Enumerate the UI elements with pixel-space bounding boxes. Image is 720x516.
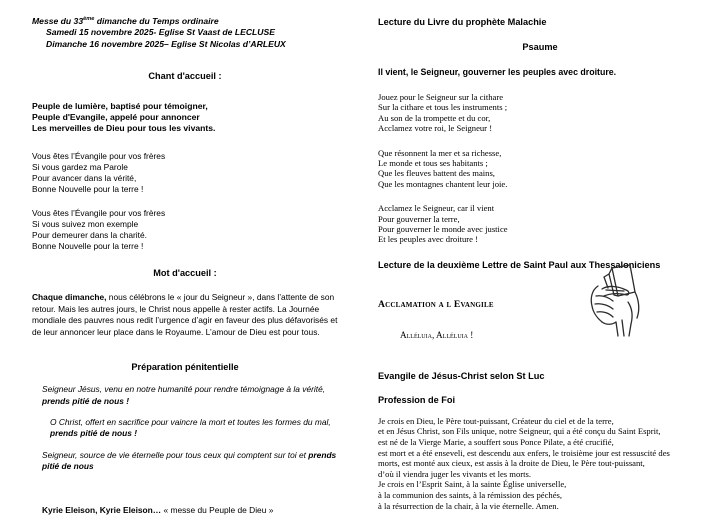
verse-line: Pour avancer dans la vérité, (32, 173, 137, 184)
refrain-line: Les merveilles de Dieu pour tous les vivants. (32, 123, 216, 134)
refrain-line: Peuple de lumière, baptisé pour témoigner, (32, 100, 208, 111)
psalm-line: Sur la cithare et tous les instruments ; (378, 102, 508, 113)
header-ordinal-suffix: ème (83, 16, 95, 22)
section-title-mot-accueil: Mot d'accueil : (153, 268, 217, 279)
creed-text (378, 416, 702, 511)
penitentielle-response: prends pitié de nous (42, 449, 337, 472)
penitentielle-response: prends pitié de nous ! (42, 395, 130, 406)
kyrie-mass-setting: « messe du Peuple de Dieu » (163, 504, 274, 515)
creed-line: est né de la Vierge Marie, a souffert sous Ponce Pilate, a été crucifié, (378, 437, 614, 448)
psalm-line: Acclamez le Seigneur, car il vient (378, 203, 495, 214)
right-column (360, 0, 720, 509)
section-title-psaume: Psaume (522, 42, 558, 52)
left-column (0, 0, 360, 515)
header-line-sunday: Dimanche 16 novembre 2025– Eglise St Nicolas d’ARLEUX (46, 39, 286, 50)
mot-accueil-body: nous célébrons le « jour du Seigneur », dans l’attente de son retour. Mais les autres jours, le Christ nous appelle à rester actifs. La Journée mondiale des pauvres nous redit l’urgence d’agir en faveur des plus défavorisés et de leur annoncer leur place dans le Royaume. L’amour de Dieu est pour tous. (32, 292, 338, 337)
section-title-preparation-penitentielle: Préparation pénitentielle (131, 362, 239, 373)
psalm-strophe-1 (378, 92, 702, 134)
creed-line: à la communion des saints, à la rémission des péchés, (378, 490, 563, 501)
psalm-line: Que résonnent la mer et sa richesse, (378, 147, 502, 158)
chant-verse-2 (32, 208, 338, 253)
kyrie-line (32, 505, 338, 516)
psalm-line: Et les peuples avec droiture ! (378, 234, 478, 245)
verse-line: Pour demeurer dans la charité. (32, 230, 147, 241)
psalm-strophe-3 (378, 203, 702, 245)
section-title-acclamation: Acclamation a l Evangile (378, 298, 494, 310)
mot-accueil-lead: Chaque dimanche, (32, 292, 107, 303)
penitentielle-invocation-2: O Christ, offert en sacrifice pour vaincre la mort et toutes les formes du mal, prends pitié de nous ! (50, 416, 331, 439)
creed-line: est mort et a été enseveli, est descendu aux enfers, le troisième jour est ressuscité des (378, 447, 670, 458)
penitentielle-invocation-1: Seigneur Jésus, venu en notre humanité pour rendre témoignage à la vérité, prends pitié de nous ! (42, 384, 326, 406)
hand-holding-book-illustration (578, 262, 654, 348)
header-line-saturday: Samedi 15 novembre 2025- Eglise St Vaast de LECLUSE (46, 27, 275, 38)
mass-header (32, 14, 338, 51)
psalm-line: Que les montagnes chantent leur joie. (378, 178, 508, 189)
creed-line: Je crois en Dieu, le Père tout-puissant, Créateur du ciel et de la terre, (378, 415, 614, 426)
creed-line: Je crois en l’Esprit Saint, à la sainte Église universelle, (378, 479, 567, 490)
creed-line: morts, est monté aux cieux, est assis à la droite de Dieu, le Père tout-puissant, (378, 458, 645, 469)
mot-accueil-paragraph (32, 292, 338, 338)
creed-line: à la résurrection de la chair, à la vie éternelle. Amen. (378, 500, 559, 511)
creed-line: d’où il viendra juger les vivants et les morts. (378, 468, 531, 479)
psalm-strophe-2 (378, 148, 702, 190)
verse-line: Si vous gardez ma Parole (32, 162, 128, 173)
section-title-first-reading: Lecture du Livre du prophète Malachie (378, 17, 547, 27)
psalm-antiphon: Il vient, le Seigneur, gouverner les peuples avec droiture. (378, 67, 617, 77)
psalm-line: Pour gouverner le monde avec justice (378, 224, 508, 235)
psalm-line: Le monde et tous ses habitants ; (378, 158, 488, 169)
penitentielle-response: prends pitié de nous ! (50, 428, 138, 439)
section-title-gospel: Evangile de Jésus-Christ selon St Luc (378, 370, 545, 381)
verse-line: Vous êtes l’Évangile pour vos frères (32, 150, 166, 161)
kyrie-bold-text: Kyrie Eleison, Kyrie Eleison… (42, 504, 164, 515)
creed-line: et en Jésus Christ, son Fils unique, notre Seigneur, qui a été conçu du Saint Esprit, (378, 426, 661, 437)
section-title-chant-accueil: Chant d'accueil : (148, 70, 222, 81)
header-line-title: Messe du 33ème dimanche du Temps ordinaire (32, 15, 219, 26)
section-title-profession-de-foi: Profession de Foi (378, 394, 456, 405)
chant-verse-1 (32, 151, 338, 196)
alleluia-text: Alléluia, Alléluia ! (400, 329, 474, 340)
verse-line: Si vous suivez mon exemple (32, 218, 139, 229)
refrain-line: Peuple d'Evangile, appelé pour annoncer (32, 112, 200, 123)
penitentielle-invocation-3: Seigneur, source de vie éternelle pour tous ceux qui comptent sur toi et prends pitié de nous (42, 449, 337, 472)
verse-line: Bonne Nouvelle pour la terre ! (32, 241, 144, 252)
psalm-line: Acclamez votre roi, le Seigneur ! (378, 123, 493, 134)
psalm-line: Que les fleuves battent des mains, (378, 168, 495, 179)
chant-refrain (32, 101, 338, 135)
verse-line: Vous êtes l’Évangile pour vos frères (32, 207, 166, 218)
verse-line: Bonne Nouvelle pour la terre ! (32, 184, 144, 195)
psalm-line: Pour gouverner la terre, (378, 213, 460, 224)
psalm-line: Jouez pour le Seigneur sur la cithare (378, 92, 504, 102)
section-title-second-reading: Lecture de la deuxième Lettre de Saint Paul aux Thessaloniciens (378, 259, 661, 270)
psalm-line: Au son de la trompette et du cor, (378, 112, 491, 123)
